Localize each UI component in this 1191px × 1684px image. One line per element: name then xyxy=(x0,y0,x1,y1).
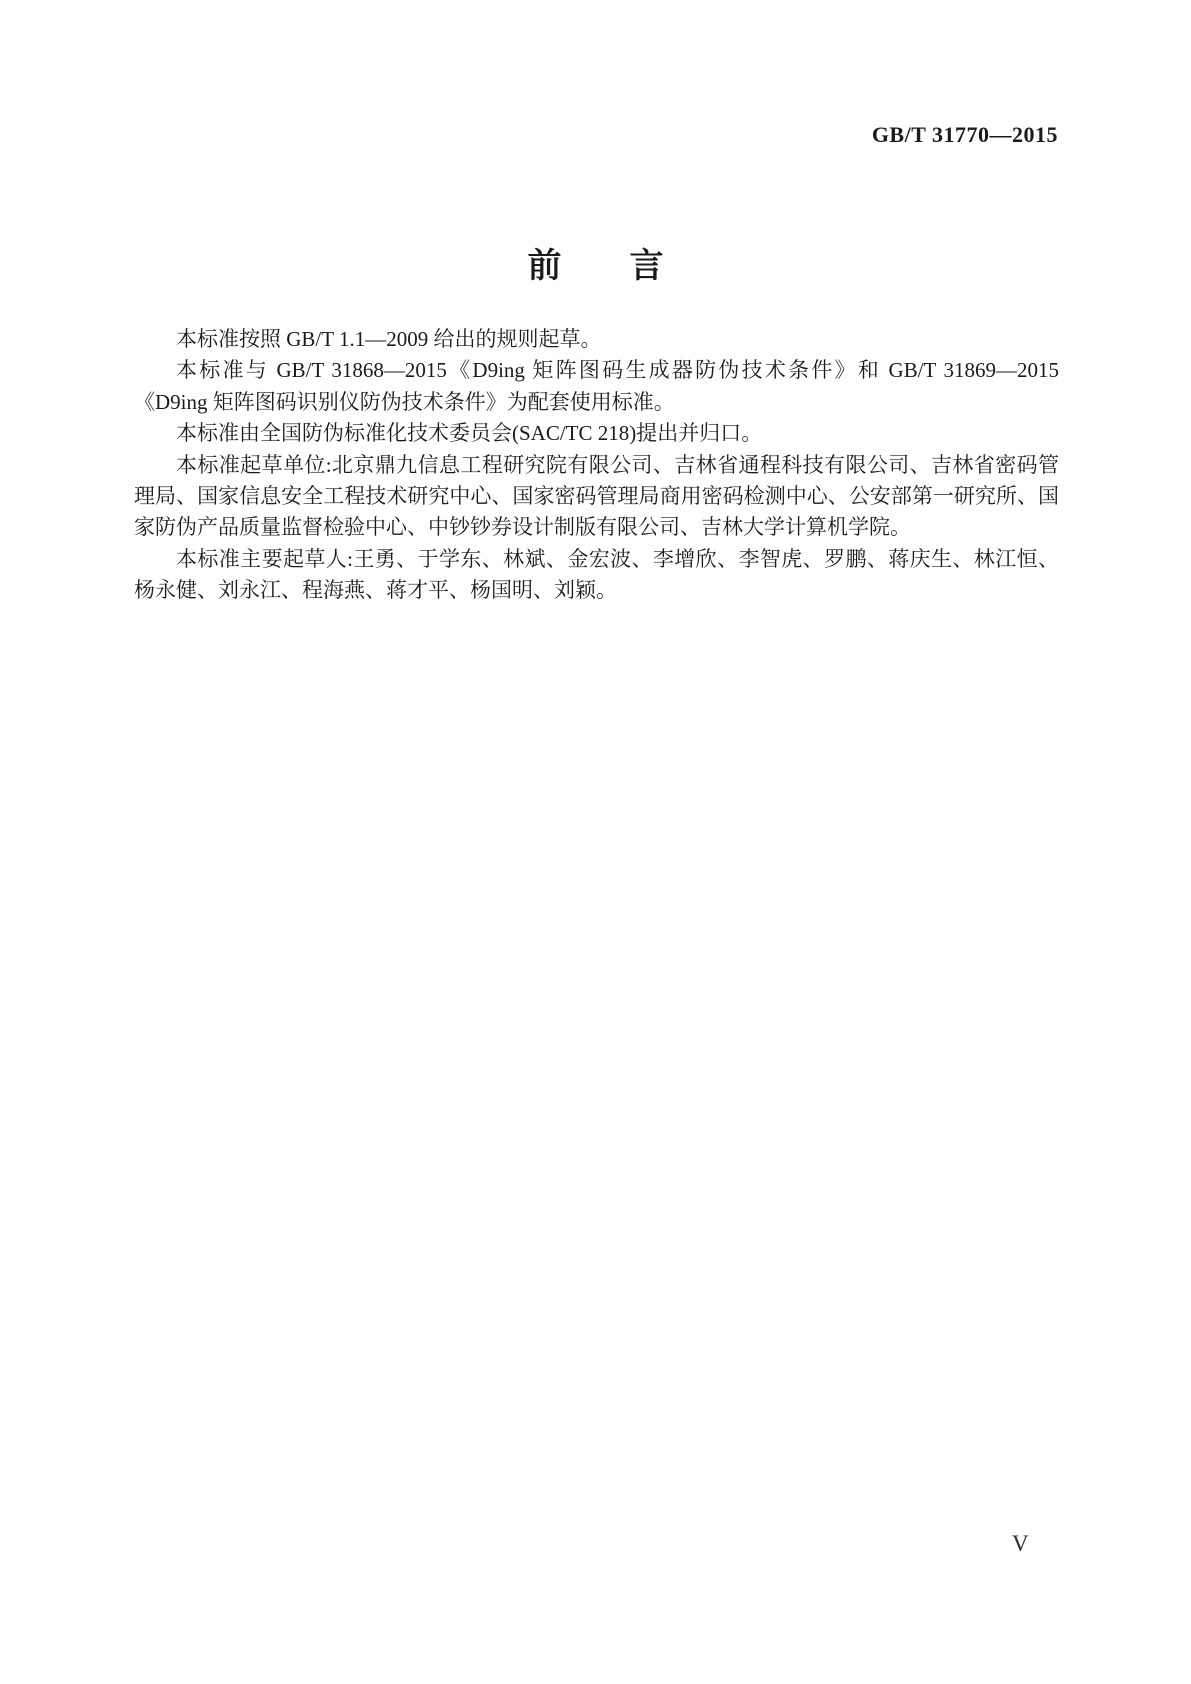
paragraph-main-drafters: 本标准主要起草人:王勇、于学东、林斌、金宏波、李增欣、李智虎、罗鹏、蒋庆生、林江恒、杨永健、刘永江、程海燕、蒋才平、杨国明、刘颖。 xyxy=(134,546,1059,603)
paragraph-drafting-rules: 本标准按照 GB/T 1.1—2009 给出的规则起草。 xyxy=(176,327,602,351)
paragraph-companion-standards: 本标准与 GB/T 31868—2015《D9ing 矩阵图码生成器防伪技术条件》和 GB/T 31869—2015《D9ing 矩阵图码识别仪防伪技术条件》为配套使用标准。 xyxy=(134,358,1059,414)
foreword-body xyxy=(134,324,1059,607)
standard-code-header: GB/T 31770—2015 xyxy=(871,122,1058,147)
paragraph-drafting-organizations: 本标准起草单位:北京鼎九信息工程研究院有限公司、吉林省通程科技有限公司、吉林省密码管理局、国家信息安全工程技术研究中心、国家密码管理局商用密码检测中心、公安部第一研究所、国家防伪产品质量监督检验中心、中钞钞券设计制版有限公司、吉林大学计算机学院。 xyxy=(134,452,1059,540)
paragraph-proposing-committee: 本标准由全国防伪标准化技术委员会(SAC/TC 218)提出并归口。 xyxy=(176,421,763,446)
page-number: V xyxy=(1012,1531,1029,1556)
foreword-title: 前言 xyxy=(527,246,732,285)
